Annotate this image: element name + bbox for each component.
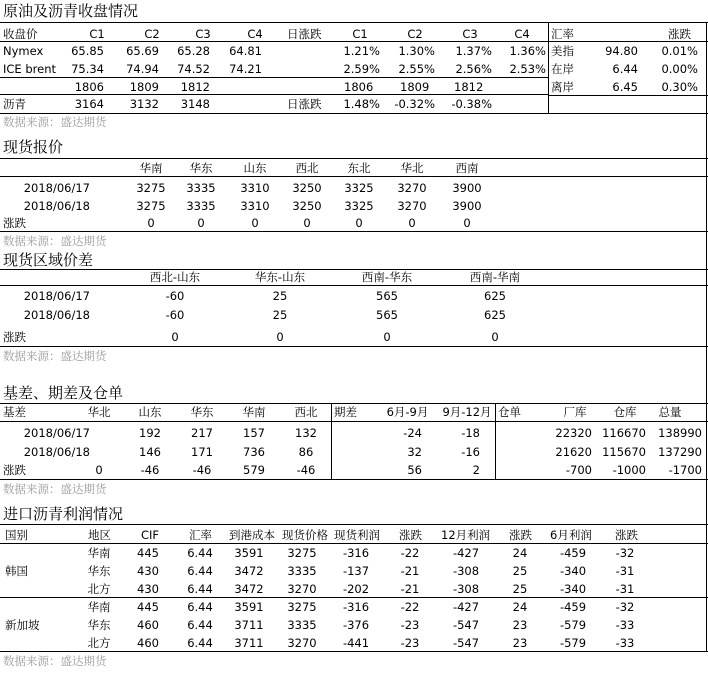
- change-cell: 1.48%: [343, 97, 380, 111]
- basis-cell: 171: [191, 445, 213, 459]
- change-label: 涨跌: [3, 463, 26, 477]
- change-cell: -46: [192, 463, 212, 477]
- basis-cell: 217: [191, 426, 213, 440]
- fx-change: 0.01%: [661, 44, 698, 58]
- basis-cell: 86: [298, 445, 314, 459]
- import-cell: -137: [342, 564, 370, 578]
- col-head: 地区: [88, 528, 111, 542]
- import-cell: 23: [512, 618, 528, 632]
- region-head: 西南: [455, 161, 479, 175]
- col-head: 涨跌: [399, 528, 422, 542]
- import-cell: -202: [342, 582, 370, 596]
- import-cell: 6.44: [187, 546, 213, 560]
- region-head: 西北: [295, 161, 319, 175]
- basis-cell: 146: [139, 445, 161, 459]
- region-cell: 华南: [87, 600, 111, 614]
- spot-cell: 3335: [186, 199, 216, 213]
- fx-name: 美指: [551, 44, 574, 58]
- basis-cell: 157: [243, 426, 265, 440]
- spread-cell: 25: [272, 308, 288, 322]
- change-cell: 2.56%: [455, 62, 492, 76]
- import-cell: -376: [342, 618, 370, 632]
- divider-vertical: [548, 23, 549, 113]
- crude-title: 原油及沥青收盘情况: [3, 2, 139, 20]
- spread-head: 西南-华南: [469, 270, 521, 284]
- spread-cell: -16: [461, 445, 480, 459]
- import-cell: -316: [342, 546, 370, 560]
- region-head: 山东: [138, 405, 162, 419]
- change-cell: 2: [472, 463, 480, 477]
- import-cell: -316: [342, 600, 370, 614]
- spot-cell: 3275: [136, 199, 166, 213]
- fx-value: 94.80: [605, 44, 638, 58]
- import-cell: -22: [400, 600, 420, 614]
- import-cell: -579: [559, 636, 587, 650]
- divider: [0, 651, 708, 652]
- import-cell: -459: [559, 600, 587, 614]
- col-head: 涨跌: [509, 528, 532, 542]
- change-cell: 56: [407, 463, 422, 477]
- label-change: 日涨跌: [287, 97, 322, 111]
- spread-cell: -18: [461, 426, 480, 440]
- fx-value: 6.44: [612, 62, 638, 76]
- import-cell: -22: [400, 546, 420, 560]
- col-head: C1: [352, 27, 368, 41]
- fx-value: 6.45: [612, 80, 638, 94]
- import-cell: 460: [137, 636, 159, 650]
- divider: [0, 231, 708, 232]
- price-cell: 64.81: [229, 44, 262, 58]
- receipt-cell: 21620: [555, 445, 592, 459]
- price-cell: 3132: [129, 97, 159, 111]
- region-head: 西北: [294, 405, 318, 419]
- price-cell: 65.28: [177, 44, 210, 58]
- region-cell: 北方: [87, 582, 111, 596]
- spot-cell: 3270: [397, 181, 427, 195]
- col-head: C3: [195, 27, 211, 41]
- region-cell: 北方: [87, 636, 111, 650]
- divider: [0, 22, 708, 23]
- change-cell: 0: [491, 330, 499, 344]
- spread-cell: 32: [407, 445, 422, 459]
- col-head: 6月利润: [550, 528, 592, 542]
- import-cell: -32: [615, 600, 635, 614]
- import-cell: 445: [137, 546, 159, 560]
- col-head: 涨跌: [615, 528, 638, 542]
- spread-cell: 625: [484, 308, 506, 322]
- date-cell: 2018/06/18: [23, 199, 90, 213]
- label-close: 收盘价: [3, 27, 38, 41]
- import-cell: -340: [559, 582, 587, 596]
- change-cell: 0: [408, 216, 416, 230]
- country-name: 韩国: [5, 564, 28, 578]
- import-cell: 430: [137, 564, 159, 578]
- receipt-cell: 137290: [658, 445, 702, 459]
- spot-cell: 3310: [240, 181, 270, 195]
- spread-cell: -60: [165, 289, 185, 303]
- change-cell: 1.21%: [343, 44, 380, 58]
- fx-name: 离岸: [551, 80, 574, 94]
- label-receipt: 仓单: [498, 405, 521, 419]
- spot-cell: 3250: [292, 181, 322, 195]
- source-note: 数据来源：盛达期货: [3, 234, 107, 248]
- import-cell: 6.44: [187, 564, 213, 578]
- change-cell: 1.30%: [398, 44, 435, 58]
- col-head: C2: [407, 27, 423, 41]
- region-cell: 华东: [87, 618, 111, 632]
- import-cell: -547: [452, 618, 480, 632]
- divider-vertical: [331, 404, 332, 479]
- import-cell: -308: [452, 582, 480, 596]
- month-cell: 1809: [129, 80, 159, 94]
- col-head: 12月利润: [441, 528, 491, 542]
- receipt-head: 厂库: [563, 405, 587, 419]
- change-cell: 0: [171, 330, 179, 344]
- region-head: 华南: [242, 405, 266, 419]
- import-cell: 6.44: [187, 636, 213, 650]
- change-label: 涨跌: [3, 330, 26, 344]
- col-head: 到港成本: [229, 528, 275, 542]
- spread-cell: 565: [376, 289, 398, 303]
- import-cell: -23: [400, 636, 420, 650]
- divider: [0, 176, 708, 177]
- import-cell: 3270: [287, 636, 317, 650]
- spot-cell: 3900: [452, 199, 482, 213]
- spot-cell: 3335: [186, 181, 216, 195]
- change-cell: 0: [251, 216, 259, 230]
- col-head: C3: [462, 27, 478, 41]
- divider: [0, 479, 708, 480]
- divider-vertical: [495, 404, 496, 479]
- change-cell: 579: [243, 463, 265, 477]
- divider: [548, 95, 708, 96]
- change-cell: -46: [140, 463, 160, 477]
- spot-cell: 3325: [344, 181, 374, 195]
- price-cell: 74.21: [229, 62, 262, 76]
- source-note: 数据来源：盛达期货: [3, 115, 107, 129]
- col-head: 现货价格: [282, 528, 328, 542]
- receipt-head: 仓库: [613, 405, 637, 419]
- change-cell: 0: [303, 216, 311, 230]
- import-cell: -441: [342, 636, 370, 650]
- basis-cell: 736: [243, 445, 265, 459]
- col-head: 汇率: [189, 528, 212, 542]
- import-cell: -547: [452, 636, 480, 650]
- col-head: C2: [144, 27, 160, 41]
- spread-head: 6月-9月: [386, 405, 429, 419]
- divider: [0, 285, 708, 286]
- region-head: 华北: [87, 405, 111, 419]
- import-cell: -340: [559, 564, 587, 578]
- country-name: 新加坡: [5, 618, 40, 632]
- change-label: 涨跌: [3, 216, 26, 230]
- import-cell: -32: [615, 546, 635, 560]
- import-cell: 460: [137, 618, 159, 632]
- divider: [0, 421, 708, 422]
- receipt-cell: 115670: [602, 445, 646, 459]
- date-cell: 2018/06/17: [23, 289, 90, 303]
- change-cell: 0: [95, 463, 103, 477]
- change-cell: -46: [296, 463, 316, 477]
- import-cell: 3591: [234, 600, 264, 614]
- change-cell: 1.37%: [455, 44, 492, 58]
- date-cell: 2018/06/18: [23, 445, 90, 459]
- spot-cell: 3325: [344, 199, 374, 213]
- region-head: 东北: [347, 161, 371, 175]
- receipt-cell: 22320: [555, 426, 592, 440]
- spot-cell: 3900: [452, 181, 482, 195]
- col-head: 现货利润: [334, 528, 380, 542]
- month-cell: 1812: [180, 80, 210, 94]
- divider: [0, 597, 708, 598]
- spread-cell: -60: [165, 308, 185, 322]
- col-head: CIF: [141, 528, 160, 542]
- label-basis: 基差: [3, 405, 26, 419]
- change-cell: 0: [147, 216, 155, 230]
- spot-cell: 3275: [136, 181, 166, 195]
- import-title: 进口沥青利润情况: [3, 505, 124, 523]
- label-spread: 期差: [334, 405, 357, 419]
- change-cell: 0: [197, 216, 205, 230]
- change-cell: 2.53%: [509, 62, 546, 76]
- import-cell: 6.44: [187, 618, 213, 632]
- import-cell: -33: [615, 636, 635, 650]
- import-cell: -31: [615, 564, 635, 578]
- change-cell: -1000: [612, 463, 646, 477]
- price-cell: 74.52: [177, 62, 210, 76]
- basis-cell: 192: [139, 426, 161, 440]
- fx-label-rate: 汇率: [551, 27, 574, 41]
- fx-change: 0.00%: [661, 62, 698, 76]
- spot-cell: 3270: [397, 199, 427, 213]
- region-head: 华南: [139, 161, 163, 175]
- spread-head: 西北-山东: [149, 270, 201, 284]
- change-cell: 0: [463, 216, 471, 230]
- divider: [0, 543, 708, 544]
- spread-cell: -24: [403, 426, 422, 440]
- import-cell: 3472: [234, 582, 264, 596]
- import-cell: 3270: [287, 582, 317, 596]
- import-cell: -23: [400, 618, 420, 632]
- divider: [0, 77, 548, 78]
- spread-cell: 565: [376, 308, 398, 322]
- fx-change: 0.30%: [661, 80, 698, 94]
- import-cell: -21: [400, 564, 420, 578]
- col-head: 国别: [5, 528, 28, 542]
- receipt-cell: 138990: [658, 426, 702, 440]
- import-cell: 430: [137, 582, 159, 596]
- change-cell: 2.59%: [343, 62, 380, 76]
- import-cell: 3275: [287, 546, 317, 560]
- row-name: 沥青: [3, 97, 26, 111]
- divider: [0, 41, 708, 42]
- region-head: 华东: [190, 405, 214, 419]
- spot-title: 现货报价: [3, 138, 64, 156]
- price-cell: 3148: [180, 97, 210, 111]
- import-cell: 3711: [234, 636, 264, 650]
- import-cell: 24: [512, 600, 528, 614]
- import-cell: -21: [400, 582, 420, 596]
- region-head: 华北: [400, 161, 424, 175]
- import-cell: 3335: [287, 618, 317, 632]
- change-cell: 0: [355, 216, 363, 230]
- price-cell: 74.94: [126, 62, 159, 76]
- col-head: C4: [514, 27, 530, 41]
- import-cell: 3275: [287, 600, 317, 614]
- import-cell: 3591: [234, 546, 264, 560]
- source-note: 数据来源：盛达期货: [3, 349, 107, 363]
- import-cell: 24: [512, 546, 528, 560]
- divider: [0, 346, 708, 347]
- import-cell: -308: [452, 564, 480, 578]
- import-cell: 3711: [234, 618, 264, 632]
- import-cell: 3335: [287, 564, 317, 578]
- import-cell: 25: [512, 582, 528, 596]
- import-cell: -33: [615, 618, 635, 632]
- divider: [0, 524, 708, 525]
- import-cell: 25: [512, 564, 528, 578]
- month-cell: 1812: [454, 80, 484, 94]
- import-cell: -31: [615, 582, 635, 596]
- table-right-border: [706, 22, 707, 652]
- divider: [0, 158, 708, 159]
- price-cell: 75.34: [71, 62, 104, 76]
- change-cell: 2.55%: [398, 62, 435, 76]
- fx-label-change: 涨跌: [668, 27, 691, 41]
- divider: [0, 403, 708, 404]
- label-change: 日涨跌: [287, 27, 322, 41]
- import-cell: 23: [512, 636, 528, 650]
- spread-cell: 25: [272, 289, 288, 303]
- price-cell: 3164: [74, 97, 104, 111]
- date-cell: 2018/06/17: [23, 426, 90, 440]
- fx-name: 在岸: [551, 62, 574, 76]
- change-cell: -700: [565, 463, 592, 477]
- region-cell: 华南: [87, 546, 111, 560]
- region-head: 山东: [243, 161, 267, 175]
- spread-head: 9月-12月: [442, 405, 492, 419]
- spot-cell: 3310: [240, 199, 270, 213]
- col-head: C1: [89, 27, 105, 41]
- spread-head: 华东-山东: [254, 270, 306, 284]
- change-cell: -0.32%: [394, 97, 435, 111]
- price-cell: 65.85: [71, 44, 104, 58]
- receipt-head: 总量: [658, 405, 682, 419]
- month-cell: 1806: [74, 80, 104, 94]
- source-note: 数据来源：盛达期货: [3, 482, 107, 496]
- spot-cell: 3250: [292, 199, 322, 213]
- date-cell: 2018/06/17: [23, 181, 90, 195]
- spread-title: 现货区域价差: [3, 251, 94, 269]
- import-cell: 3472: [234, 564, 264, 578]
- basis-title: 基差、期差及仓单: [3, 384, 124, 402]
- import-cell: 6.44: [187, 600, 213, 614]
- divider: [0, 94, 548, 95]
- col-head: C4: [247, 27, 263, 41]
- import-cell: -579: [559, 618, 587, 632]
- date-cell: 2018/06/18: [23, 308, 90, 322]
- spread-head: 西南-华东: [361, 270, 413, 284]
- spread-cell: 625: [484, 289, 506, 303]
- import-cell: 445: [137, 600, 159, 614]
- region-head: 华东: [189, 161, 213, 175]
- source-note: 数据来源：盛达期货: [3, 654, 107, 668]
- import-cell: -459: [559, 546, 587, 560]
- month-cell: 1809: [400, 80, 430, 94]
- price-cell: 65.69: [126, 44, 159, 58]
- change-cell: -1700: [668, 463, 702, 477]
- receipt-cell: 116670: [602, 426, 646, 440]
- change-cell: 0: [276, 330, 284, 344]
- basis-cell: 132: [295, 426, 317, 440]
- region-cell: 华东: [87, 564, 111, 578]
- change-cell: -0.38%: [451, 97, 492, 111]
- row-name: Nymex: [3, 44, 44, 58]
- divider: [0, 113, 708, 114]
- month-cell: 1806: [344, 80, 374, 94]
- change-cell: 1.36%: [509, 44, 546, 58]
- row-name: ICE brent: [3, 62, 56, 76]
- import-cell: -427: [452, 546, 480, 560]
- change-cell: 0: [383, 330, 391, 344]
- import-cell: -427: [452, 600, 480, 614]
- import-cell: 6.44: [187, 582, 213, 596]
